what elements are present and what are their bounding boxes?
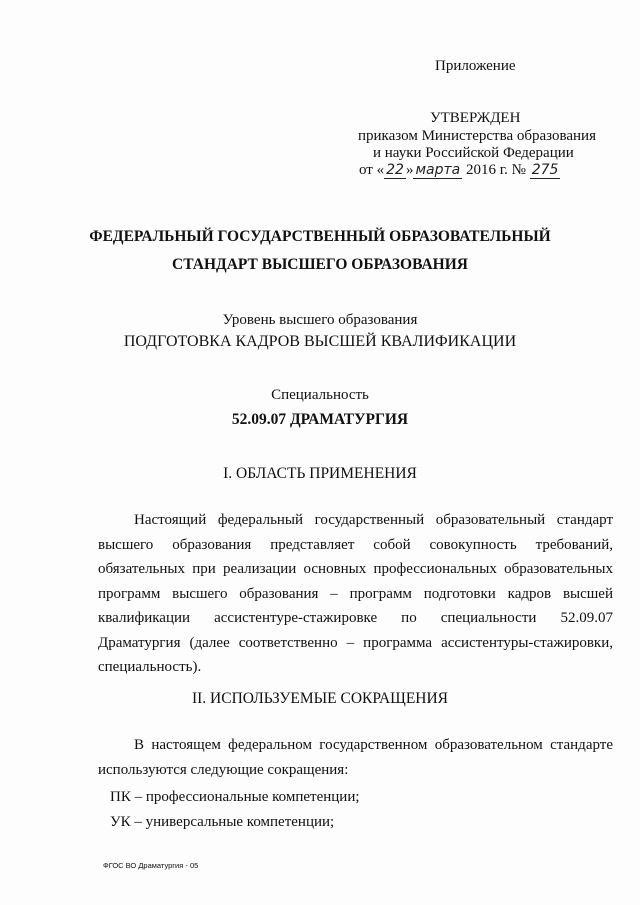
order-line-1: приказом Министерства образования [358,128,596,144]
order-number: 275 [531,162,559,178]
section-2-intro: В настоящем федеральном государственном образовательном стандарте используются следующие сокращения: [98,737,613,778]
order-line-2: и науки Российской Федерации [373,145,574,161]
specialty-label: Специальность [271,387,369,403]
section-1-paragraph: Настоящий федеральный государственный образовательный стандарт высшего образования представляет собой совокупность требований, обязательных при реализации основных профессиональных образовательных программ высшего образования – программ подготовки кадров высшей квалификации ассистентуре-стажировке по специальности 52.09.07 Драматургия (далее соответственно – программа ассистентуры-стажировки, специальность). [98,512,613,675]
level-value: ПОДГОТОВКА КАДРОВ ВЫСШЕЙ КВАЛИФИКАЦИИ [123,333,517,350]
appendix-label: Приложение [435,58,516,74]
specialty-value: 52.09.07 ДРАМАТУРГИЯ [231,411,409,428]
approved-label: УТВЕРЖДЕН [430,110,521,126]
order-mid: » [405,162,414,178]
order-month: марта [415,162,461,178]
page-footer: ФГОС ВО Драматургия - 05 [103,861,199,870]
order-day: 22 [386,162,404,178]
level-label: Уровень высшего образования [222,312,418,328]
abbreviation-item: УК – универсальные компетенции; [110,814,335,830]
section-2-heading: II. ИСПОЛЬЗУЕМЫЕ СОКРАЩЕНИЯ [191,690,449,707]
document-title-line-1: ФЕДЕРАЛЬНЫЙ ГОСУДАРСТВЕННЫЙ ОБРАЗОВАТЕЛЬНЫЙ [89,228,551,245]
order-prefix: от « [359,162,385,178]
section-1-heading: I. ОБЛАСТЬ ПРИМЕНЕНИЯ [223,465,417,482]
abbreviation-item: ПК – профессиональные компетенции; [110,789,360,805]
order-date-line [359,162,560,179]
order-year: 2016 г. № [465,162,526,178]
document-title-line-2: СТАНДАРТ ВЫСШЕГО ОБРАЗОВАНИЯ [172,256,468,273]
